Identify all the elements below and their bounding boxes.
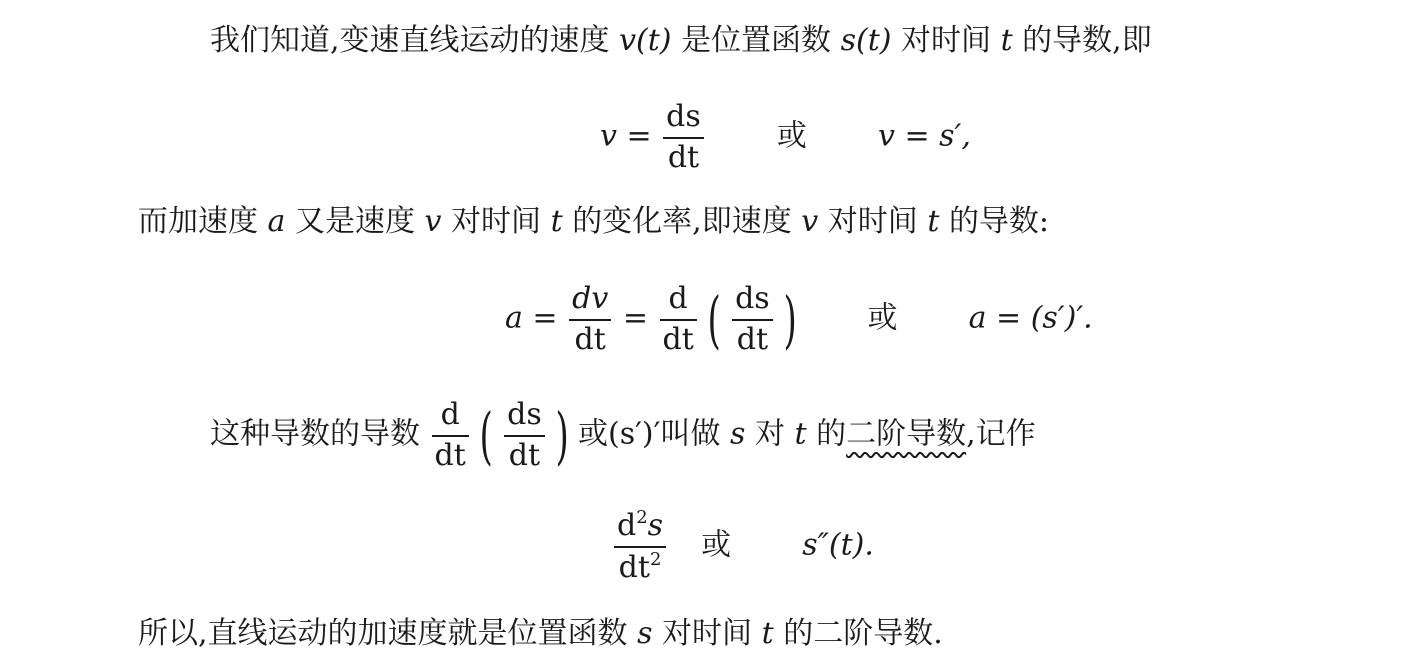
equals-sign: =	[622, 300, 648, 336]
fraction-bar	[663, 137, 704, 139]
eq1-denominator: dt	[667, 139, 700, 175]
fraction-bar	[569, 319, 611, 321]
paragraph-acceleration	[138, 204, 1050, 239]
fraction-d2s-dt2	[614, 508, 666, 585]
eq1-lhs: v =	[600, 118, 652, 154]
equation-acceleration	[505, 282, 1093, 357]
para2-text-d: 的变化率,即速度	[572, 204, 792, 239]
time-variable: t	[550, 204, 563, 239]
eq3-or: 或	[701, 527, 732, 563]
para3-text-e: ,记作	[966, 416, 1036, 452]
eq2-denominator-dt: dt	[662, 321, 694, 357]
paragraph-velocity-intro	[210, 23, 1152, 58]
time-variable: t	[794, 416, 807, 452]
velocity-variable: v	[424, 204, 442, 239]
para4-text-b: 对时间	[662, 616, 753, 651]
fraction-bar	[504, 435, 545, 437]
eq2-lhs: a =	[505, 300, 558, 336]
paragraph-conclusion	[138, 616, 943, 651]
eq3-num-s: s	[647, 508, 664, 543]
para3-numerator-d: d	[440, 397, 460, 432]
left-paren: (	[707, 282, 722, 356]
eq2-numerator-d: d	[668, 281, 688, 316]
time-variable: t	[1000, 23, 1013, 58]
para4-text-a: 所以,直线运动的加速度就是位置函数	[138, 616, 628, 651]
eq3-num-d: d	[617, 508, 637, 543]
para1-text-c: 对时间	[901, 23, 992, 58]
paragraph-second-derivative	[210, 398, 1036, 473]
right-paren: )	[555, 398, 570, 472]
para2-text-b: 又是速度	[294, 204, 415, 239]
key-term-second-derivative: 二阶导数	[846, 416, 967, 452]
time-variable: t	[927, 204, 940, 239]
position-function: s(t)	[840, 23, 892, 58]
eq2-rhs: a = (s′)′.	[968, 300, 1093, 336]
para2-text-f: 的导数:	[948, 204, 1050, 239]
para3-denominator-dt: dt	[434, 437, 466, 473]
eq2-numerator-ds: ds	[735, 281, 770, 316]
fraction-dv-dt	[569, 282, 611, 357]
para1-text-d: 的导数,即	[1022, 23, 1152, 58]
eq2-denominator-dt: dt	[736, 321, 768, 357]
eq1-or: 或	[776, 118, 807, 154]
right-paren: )	[783, 282, 797, 356]
fraction-ds-dt	[732, 282, 773, 357]
eq2-numerator-dv: dv	[572, 281, 609, 316]
fraction-d-dt	[660, 282, 697, 357]
eq2-or: 或	[867, 300, 898, 336]
eq3-rhs: s″(t).	[802, 527, 874, 563]
fraction-bar	[732, 319, 773, 321]
para3-numerator-ds: ds	[507, 397, 542, 432]
fraction-bar	[432, 435, 469, 437]
fraction-d-dt	[432, 398, 469, 473]
velocity-variable: v	[801, 204, 819, 239]
para2-text-a: 而加速度	[138, 204, 258, 239]
para3-text-d: 的	[816, 416, 847, 452]
time-variable: t	[761, 616, 774, 651]
eq1-numerator: ds	[666, 99, 701, 134]
eq3-den-exponent: 2	[649, 548, 662, 570]
fraction-bar	[660, 319, 697, 321]
equation-second-derivative-notation	[612, 508, 874, 585]
eq2-denominator-dt: dt	[574, 321, 606, 357]
para3-text-c: 对	[754, 416, 785, 452]
para3-denominator-dt: dt	[508, 437, 541, 473]
para3-text-a: 这种导数的导数	[210, 416, 420, 452]
para4-text-c: 的二阶导数.	[783, 616, 943, 651]
fraction-bar	[614, 546, 666, 548]
eq1-rhs: v = s′,	[877, 118, 971, 154]
acceleration-variable: a	[267, 204, 286, 239]
position-variable: s	[637, 616, 653, 651]
para3-text-b: 或(s′)′叫做	[578, 416, 721, 452]
para2-text-c: 对时间	[451, 204, 542, 239]
para1-text-b: 是位置函数	[681, 23, 832, 58]
left-paren: (	[479, 398, 494, 472]
position-variable: s	[730, 416, 746, 452]
para2-text-e: 对时间	[827, 204, 918, 239]
fraction-ds-dt	[663, 100, 704, 175]
equation-velocity	[600, 100, 971, 175]
velocity-function: v(t)	[619, 23, 672, 58]
eq3-num-exponent: 2	[636, 507, 648, 528]
fraction-ds-dt	[504, 398, 545, 473]
eq3-den-dt: dt	[618, 549, 650, 585]
para1-text-a: 我们知道,变速直线运动的速度	[210, 23, 610, 58]
